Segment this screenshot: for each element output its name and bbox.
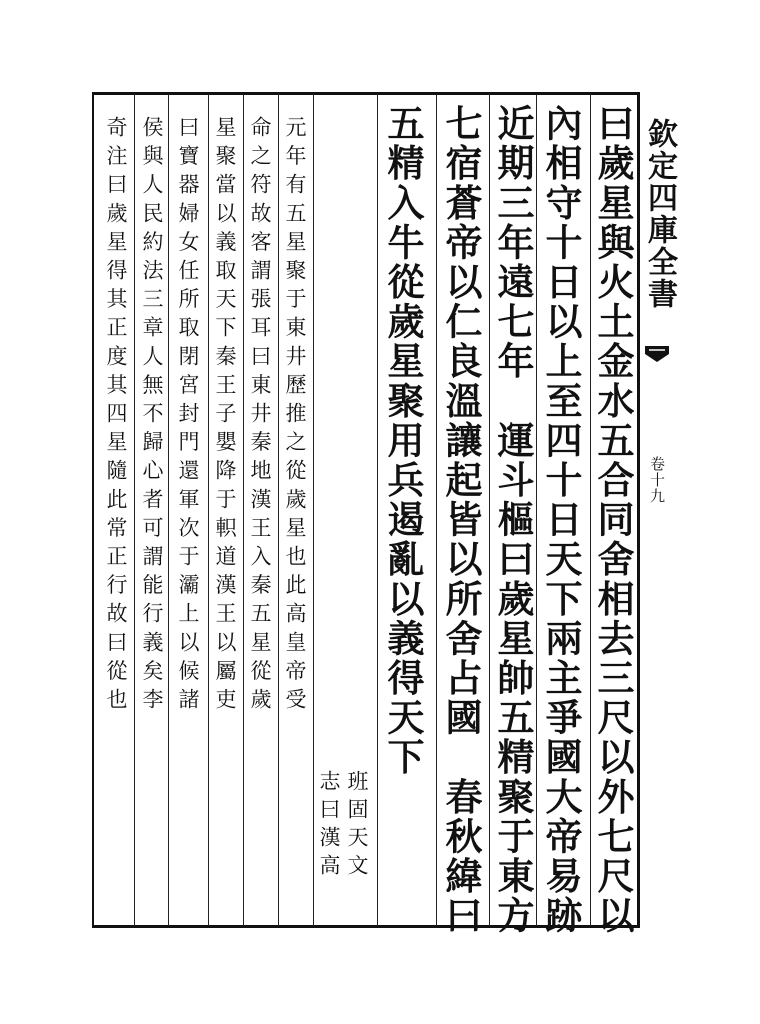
commentary-column-10: 侯與人民約法三章人無不歸心者可謂能行義矣李 xyxy=(140,116,164,717)
fish-tail-icon xyxy=(644,344,670,364)
text-column-1: 曰歲星與火土金水五合同舍相去三尺以外七尺以 xyxy=(591,104,635,936)
commentary-column-6: 元年有五星聚于東井歷推之從歲星也此高皇帝受 xyxy=(283,116,307,717)
text-column-4: 七宿蒼帝以仁良溫讓起皆以所舍占國 春秋緯曰 xyxy=(439,104,483,936)
column-rule xyxy=(536,94,537,926)
text-column-5: 五精入牛從歲星聚用兵遏亂以義得天下 xyxy=(381,104,425,778)
text-column-2: 內相守十日以上至四十日天下兩主爭國大帝易跡 xyxy=(539,104,583,936)
text-column-3: 近期三年遠七年 運斗樞曰歲星帥五精聚于東方 xyxy=(491,104,535,936)
column-rule xyxy=(168,94,169,926)
column-rule xyxy=(243,94,244,926)
volume-number: 卷十九 xyxy=(648,456,666,504)
column-rule xyxy=(489,94,490,926)
commentary-column-11: 奇注曰歲星得其正度其四星隨此常正行故曰從也 xyxy=(104,116,128,717)
column-rule xyxy=(278,94,279,926)
column-rule xyxy=(313,94,314,926)
column-rule xyxy=(208,94,209,926)
column-rule xyxy=(377,94,378,926)
book-title: 欽定四庫全書 xyxy=(642,118,677,310)
column-rule xyxy=(134,94,135,926)
commentary-column-a: 班固天文 xyxy=(345,770,369,882)
commentary-column-7: 命之符故客謂張耳曰東井秦地漢王入秦五星從歲 xyxy=(248,116,272,717)
commentary-column-8: 星聚當以義取天下秦王子嬰降于軹道漢王以屬吏 xyxy=(213,116,237,717)
commentary-column-b: 志曰漢高 xyxy=(317,770,341,882)
commentary-column-9: 曰寶器婦女任所取閉宮封門還軍次于灞上以候諸 xyxy=(176,116,200,717)
column-rule xyxy=(436,94,437,926)
